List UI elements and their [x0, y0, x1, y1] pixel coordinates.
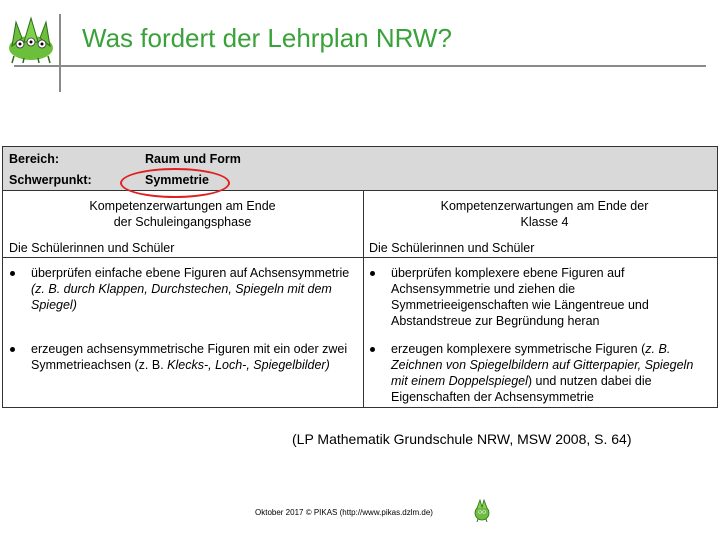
highlight-circle	[120, 168, 230, 198]
right-item-1	[391, 265, 713, 329]
left-subheading: Die Schülerinnen und Schüler	[9, 241, 175, 255]
bereich-label: Bereich:	[9, 152, 60, 166]
left-heading-line: der Schuleingangsphase	[113, 215, 252, 229]
header-horizontal-divider	[14, 65, 706, 67]
item-text: überprüfen einfache ebene Figuren auf Achsensymmetrie	[31, 266, 350, 280]
source-citation: (LP Mathematik Grundschule NRW, MSW 2008, S. 64)	[292, 431, 632, 447]
table-column-divider	[363, 190, 364, 407]
left-item-2	[31, 341, 356, 373]
item-text: ) und nutzen dabei die Eigenschaften der Achsensymmetrie	[391, 374, 652, 404]
left-column-heading	[5, 198, 360, 230]
table-rule	[3, 190, 717, 191]
item-text: überprüfen komplexere ebene Figuren auf Achsensymmetrie und ziehen die Symmetrieeigenschaften wie Längentreue und Abstandstreue zur Begründung heran	[391, 266, 649, 328]
item-text: erzeugen achsensymmetrische Figuren mit ein oder zwei Symmetrieachsen (z. B.	[31, 342, 348, 372]
right-item-2	[391, 341, 713, 405]
item-text-italic: Klecks-, Loch-, Spiegelbilder)	[167, 358, 330, 372]
table-header-band	[3, 147, 717, 190]
item-text-italic: z. B. Zeichnen von Spiegelbildern auf Gitterpapier, Spiegeln mit einem Doppelspiegel	[391, 342, 694, 388]
right-heading-line: Kompetenzerwartungen am Ende der	[440, 199, 649, 213]
table-rule	[3, 257, 717, 258]
bullet-icon	[370, 347, 375, 352]
right-column-heading	[367, 198, 720, 230]
left-item-1	[31, 265, 356, 313]
schwerpunkt-label: Schwerpunkt:	[9, 173, 92, 187]
bullet-icon	[370, 271, 375, 276]
footer-text: Oktober 2017 © PIKAS (http://www.pikas.dzlm.de)	[255, 508, 433, 517]
bereich-value: Raum und Form	[145, 152, 241, 166]
bullet-icon	[10, 347, 15, 352]
bullet-icon	[10, 271, 15, 276]
header-vertical-divider	[59, 14, 61, 92]
item-text: erzeugen komplexere symmetrische Figuren (	[391, 342, 646, 356]
schwerpunkt-value: Symmetrie	[145, 173, 209, 187]
right-subheading: Die Schülerinnen und Schüler	[369, 241, 535, 255]
pikas-logo-icon	[6, 16, 56, 64]
pikas-mascot-icon	[472, 498, 492, 522]
curriculum-table	[2, 146, 718, 408]
slide-title: Was fordert der Lehrplan NRW?	[82, 23, 452, 53]
left-heading-line: Kompetenzerwartungen am Ende	[89, 199, 276, 213]
right-heading-line: Klasse 4	[520, 215, 569, 229]
item-text-italic: (z. B. durch Klappen, Durchstechen, Spiegeln mit dem Spiegel)	[31, 282, 332, 312]
